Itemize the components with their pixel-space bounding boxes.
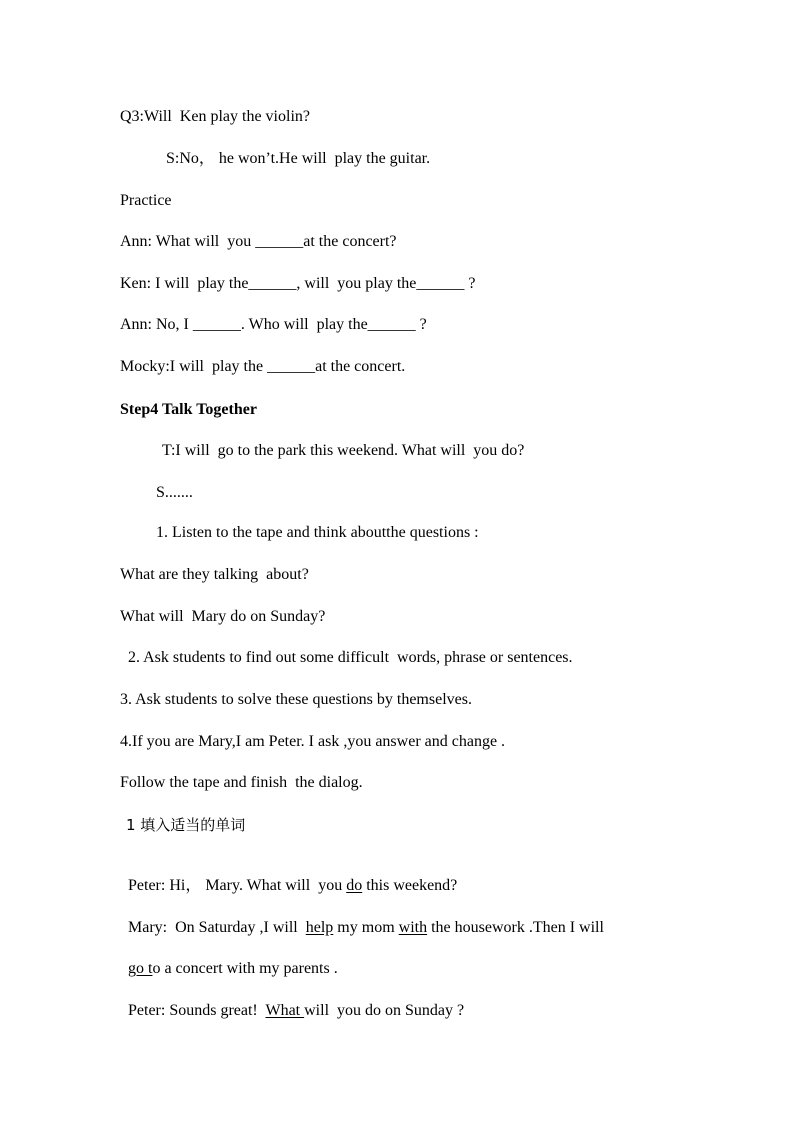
follow-line: Follow the tape and finish the dialog. — [120, 774, 363, 791]
goto-line-suffix: o a concert with my parents . — [152, 960, 338, 977]
practice-heading: Practice — [120, 192, 172, 209]
mary-line-suffix: the housework .Then I will — [427, 919, 604, 936]
item-2: 2. Ask students to find out some difficult words, phrase or sentences. — [128, 649, 573, 666]
peter-line-2-suffix: will you do on Sunday ? — [304, 1002, 465, 1019]
peter-line-1-suffix: this weekend? — [362, 877, 458, 894]
answer-help: help — [305, 919, 334, 936]
peter-line-2 — [120, 981, 464, 1021]
answer-do: do — [346, 877, 363, 894]
s-answer-line: S:No， he won’t.He will play the guitar. — [166, 150, 431, 167]
item-1: 1. Listen to the tape and think aboutthe questions : — [156, 524, 479, 541]
mary-line-prefix: Mary: On Saturday ,I will — [128, 919, 306, 936]
ann-line-2: Ann: No, I ______. Who will play the______ ? — [120, 316, 427, 333]
item-3: 3. Ask students to solve these questions by themselves. — [120, 691, 472, 708]
mary-line-middle: my mom — [333, 919, 399, 936]
item-4: 4.If you are Mary,I am Peter. I ask ,you answer and change . — [120, 733, 506, 750]
peter-line-2-prefix: Peter: Sounds great! — [128, 1002, 266, 1019]
question-talking: What are they talking about? — [120, 566, 309, 583]
answer-what: What — [265, 1002, 305, 1019]
goto-line — [120, 939, 338, 979]
teacher-line: T:I will go to the park this weekend. What will you do? — [162, 442, 525, 459]
mary-line — [120, 898, 604, 938]
ann-line-1: Ann: What will you ______at the concert? — [120, 233, 397, 250]
question-mary: What will Mary do on Sunday? — [120, 608, 326, 625]
step4-heading: Step4 Talk Together — [120, 401, 257, 418]
peter-line-1-prefix: Peter: Hi， Mary. What will you — [128, 877, 347, 894]
fill-title: 1 填入适当的单词 — [126, 816, 246, 834]
q3-line: Q3:Will Ken play the violin? — [120, 108, 310, 125]
peter-line-1 — [120, 856, 457, 896]
answer-go-to: go t — [128, 960, 153, 977]
mocky-line: Mocky:I will play the ______at the concert. — [120, 358, 406, 375]
student-line: S....... — [156, 484, 193, 501]
answer-with: with — [398, 919, 428, 936]
ken-line: Ken: I will play the______, will you play the______ ? — [120, 275, 476, 292]
